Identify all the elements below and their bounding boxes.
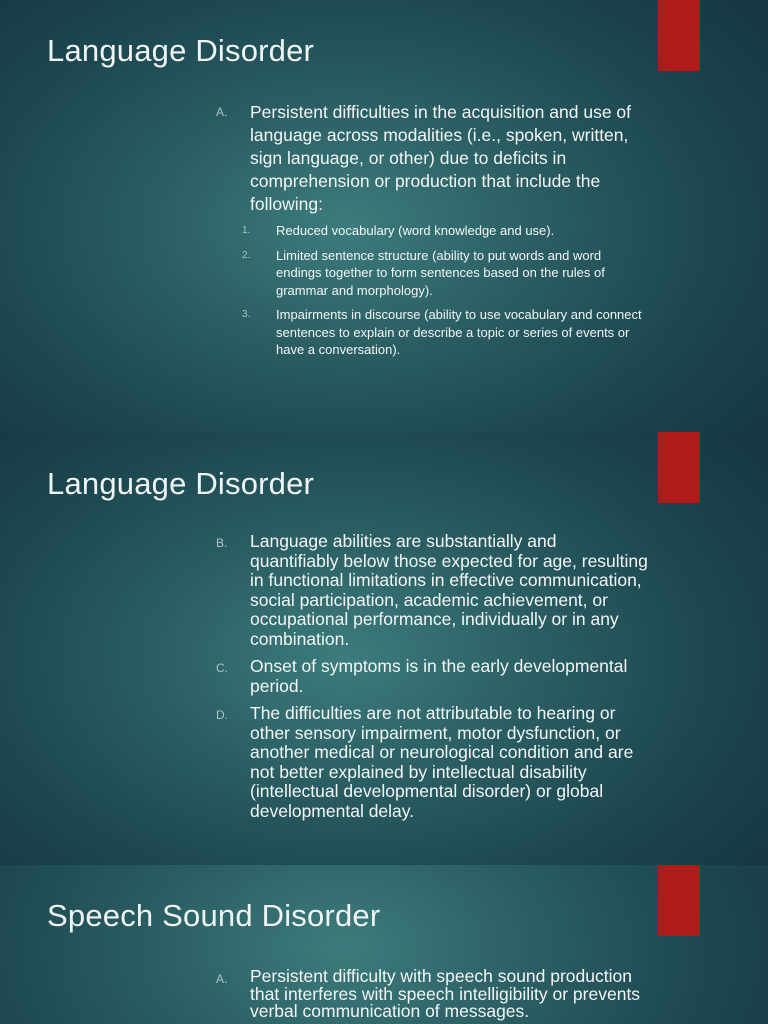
criterion-text: Onset of symptoms is in the early developmental period. (250, 656, 628, 696)
sub-list-marker: 3. (242, 309, 251, 320)
criterion-text: The difficulties are not attributable to hearing or other sensory impairment, motor dysfunction, or another medical or neurological condition and are not better explained by intellectual disability (intellectual developmental disorder) or global developmental delay. (250, 703, 634, 821)
list-marker: D. (216, 708, 228, 722)
criterion-c (216, 657, 648, 696)
criterion-text: Persistent difficulty with speech sound production that interferes with speech intelligibility or prevents verbal communication of messages. (250, 966, 641, 1021)
list-marker: B. (216, 536, 228, 550)
sub-criterion-2 (242, 247, 648, 300)
slide-title: Speech Sound Disorder (47, 898, 381, 933)
sub-criterion-text: Impairments in discourse (ability to use vocabulary and connect sentences to explain or describe a topic or series of events or have a conversation). (276, 307, 642, 357)
accent-bar (658, 0, 700, 71)
slide-speech-sound-disorder (0, 865, 768, 1024)
criteria-list (216, 101, 648, 374)
sub-criterion-text: Reduced vocabulary (word knowledge and use). (276, 223, 555, 238)
slide-title: Language Disorder (47, 466, 315, 501)
list-marker: A. (216, 972, 228, 986)
list-marker: C. (216, 661, 228, 675)
sub-list-marker: 2. (242, 249, 251, 261)
criteria-list (216, 532, 648, 829)
sub-criterion-3 (242, 306, 648, 359)
slide-language-disorder-2 (0, 432, 768, 865)
criterion-d (216, 704, 648, 821)
list-marker: A. (216, 105, 228, 119)
criterion-a (216, 101, 648, 366)
criterion-a (216, 968, 648, 1021)
criteria-list (216, 968, 648, 1024)
sub-list-marker: 1. (242, 225, 251, 236)
accent-bar (658, 865, 700, 936)
sub-criterion-1 (242, 222, 648, 240)
criterion-b (216, 532, 648, 649)
slide-title: Language Disorder (47, 33, 315, 68)
sub-criterion-text: Limited sentence structure (ability to put words and word endings together to form sentences based on the rules of grammar and morphology). (276, 247, 605, 298)
accent-bar (658, 432, 700, 503)
criterion-text: Persistent difficulties in the acquisition and use of language across modalities (i.e., spoken, written, sign language, or other) due to deficits in comprehension or production that include the following: (250, 102, 632, 214)
slide-language-disorder-1 (0, 0, 768, 432)
criterion-text: Language abilities are substantially and quantifiably below those expected for age, resulting in functional limitations in effective communication, social participation, academic achievement, or occupational performance, individually or in any combination. (250, 531, 648, 649)
sub-criteria-list (242, 222, 648, 359)
